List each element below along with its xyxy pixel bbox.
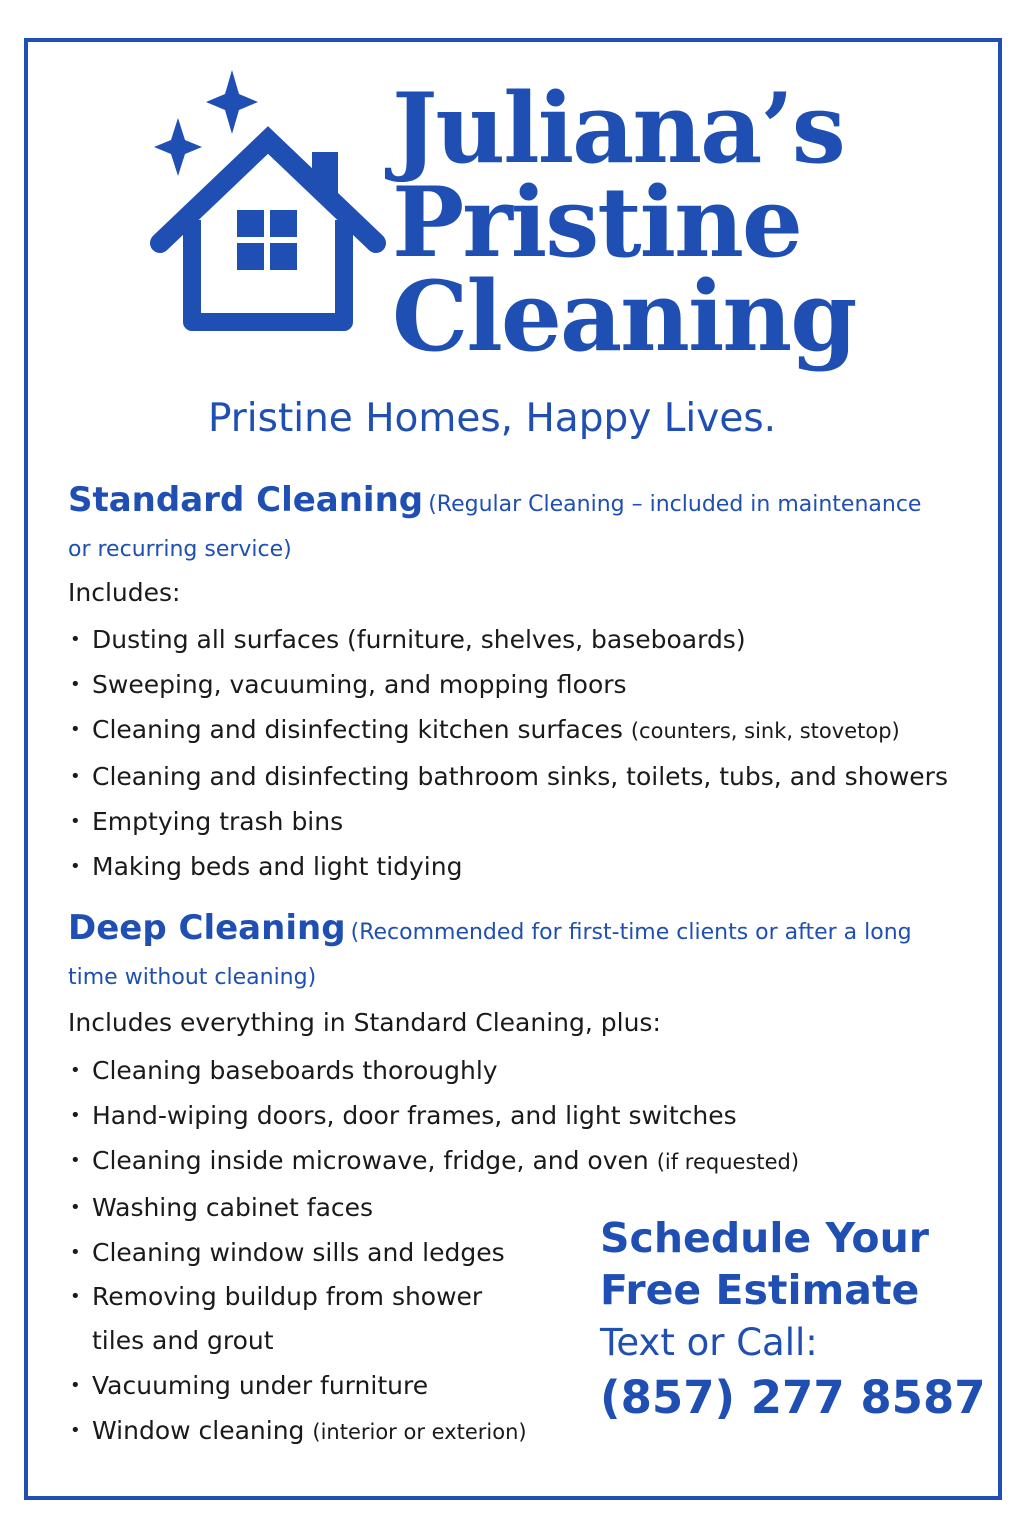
list-item: • Dusting all surfaces (furniture, shelves, baseboards): [68, 617, 948, 662]
list-item: • Making beds and light tidying: [68, 844, 948, 889]
list-item: • Removing buildup from shower tiles and grout: [68, 1275, 542, 1363]
standard-section-heading: [68, 478, 938, 573]
deep-subtitle: (Recommended for first-time clients or after a long time without cleaning): [68, 920, 912, 990]
list-item: • Cleaning and disinfecting bathroom sinks, toilets, tubs, and showers: [68, 754, 948, 799]
brand-line-1: Juliana’s: [392, 72, 844, 185]
cta-line-3: Text or Call:: [600, 1321, 818, 1364]
list-item: • Cleaning inside microwave, fridge, and oven (if requested): [68, 1138, 799, 1185]
tagline: Pristine Homes, Happy Lives.: [207, 396, 777, 441]
house-sparkle-icon: [140, 68, 390, 338]
deep-section-heading: [68, 906, 938, 1001]
list-item: • Emptying trash bins: [68, 799, 948, 844]
standard-subtitle: (Regular Cleaning – included in maintenance or recurring service): [68, 492, 922, 562]
deep-intro: Includes everything in Standard Cleaning, plus:: [68, 1008, 661, 1037]
list-item: • Cleaning window sills and ledges: [68, 1230, 799, 1275]
cta-line-1: Schedule Your: [600, 1214, 930, 1262]
list-item: • Vacuuming under furniture: [68, 1363, 799, 1408]
list-item: • Cleaning baseboards thoroughly: [68, 1048, 799, 1093]
cta-line-2: Free Estimate: [600, 1266, 920, 1314]
brand-line-2: Pristine: [392, 166, 801, 279]
standard-list: [68, 617, 948, 889]
list-item: • Window cleaning (interior or exterion): [68, 1408, 799, 1455]
call-to-action: [600, 1212, 986, 1426]
brand-name: [392, 72, 856, 373]
standard-intro: Includes:: [68, 578, 181, 607]
deep-title: Deep Cleaning: [68, 908, 346, 948]
phone-number[interactable]: (857) 277 8587: [600, 1371, 986, 1424]
list-item: • Hand-wiping doors, door frames, and light switches: [68, 1093, 799, 1138]
list-item: • Sweeping, vacuuming, and mopping floors: [68, 662, 948, 707]
list-item: • Cleaning and disinfecting kitchen surfaces (counters, sink, stovetop): [68, 707, 948, 754]
standard-title: Standard Cleaning: [68, 480, 424, 520]
list-item: • Washing cabinet faces: [68, 1185, 799, 1230]
brand-line-3: Cleaning: [392, 260, 856, 373]
